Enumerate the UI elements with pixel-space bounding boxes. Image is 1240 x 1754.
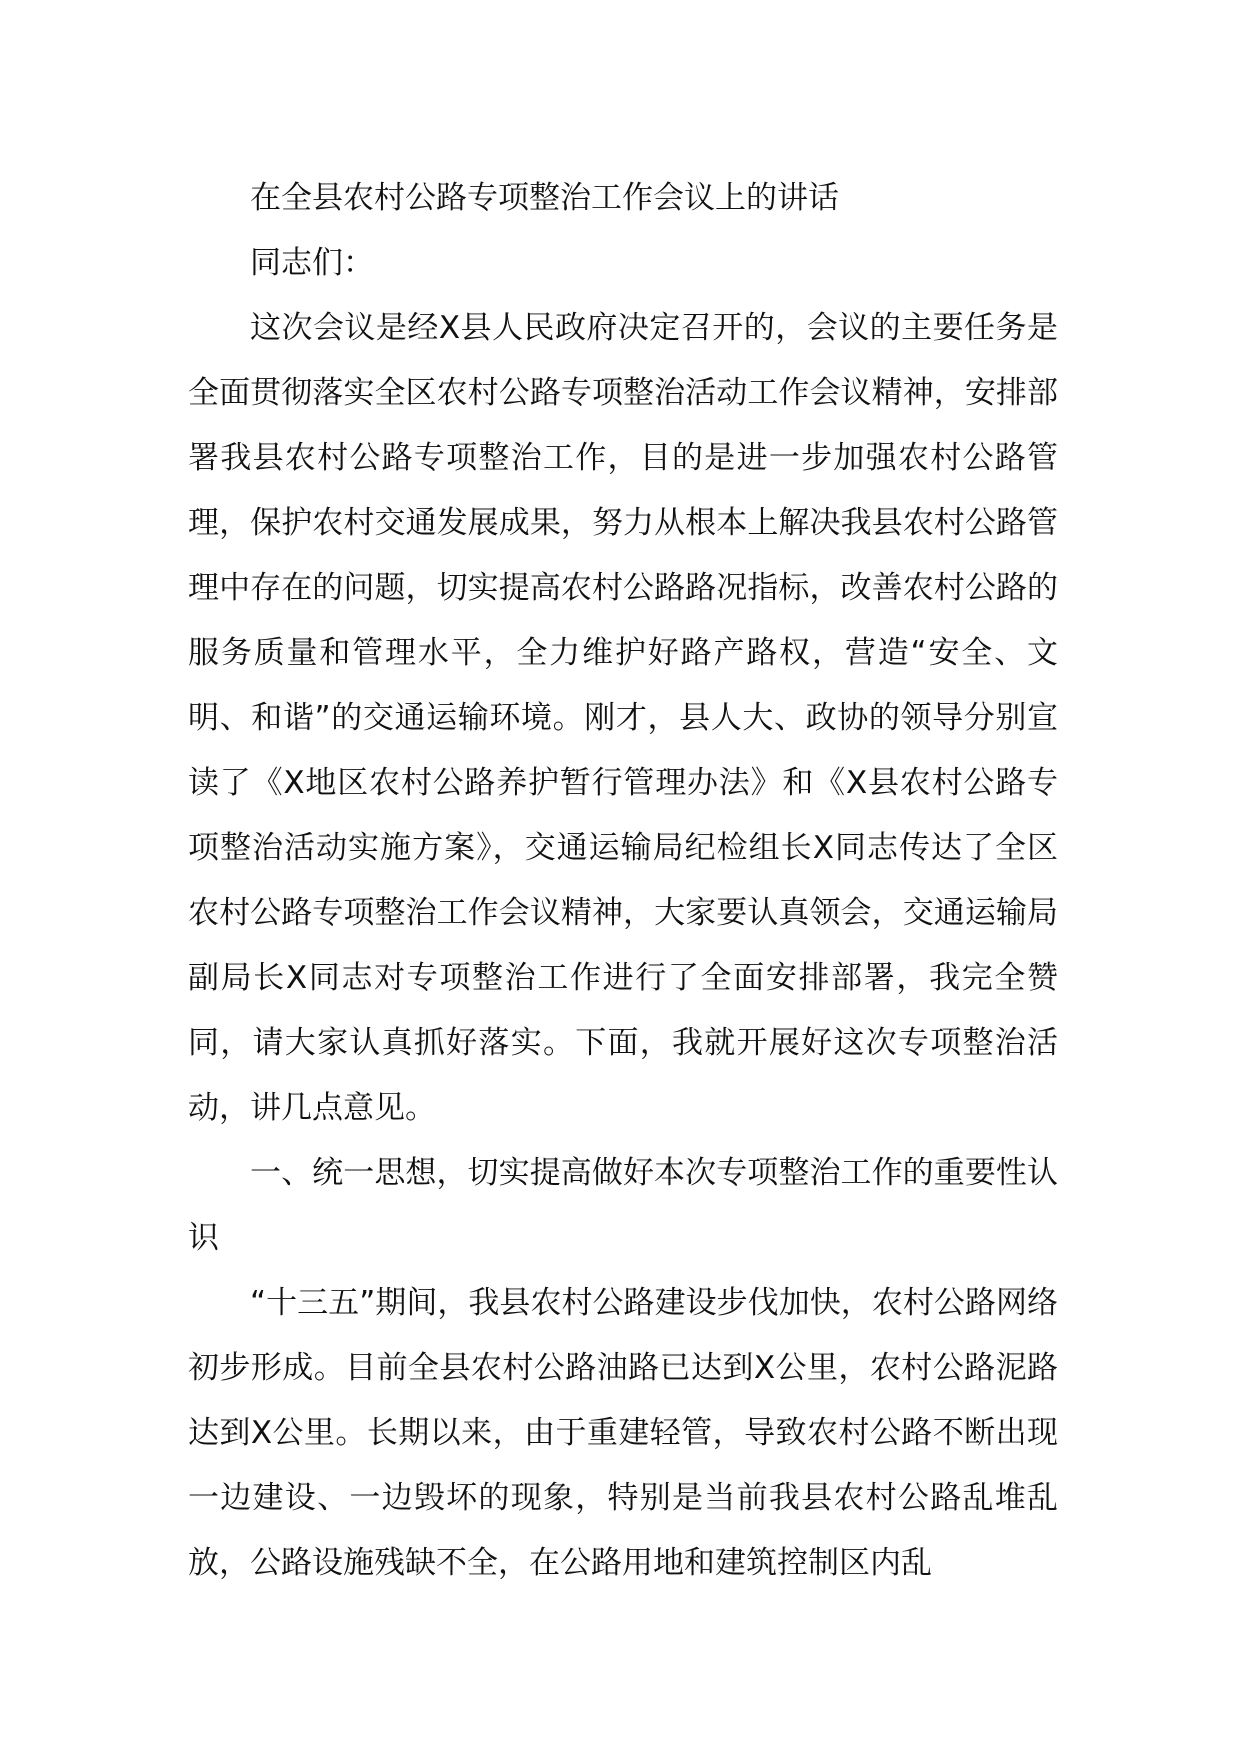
- document-body: [188, 166, 1058, 1596]
- section-heading-1: 一、统一思想，切实提高做好本次专项整治工作的重要性认识: [188, 1155, 1058, 1256]
- salutation: 同志们：: [250, 245, 374, 281]
- paragraph-section-1: “十三五”期间，我县农村公路建设步伐加快，农村公路网络初步形成。目前全县农村公路油路已达到X公里，农村公路泥路达到X公里。长期以来，由于重建轻管，导致农村公路不断出现一边建设、一边毁坏的现象，特别是当前我县农村公路乱堆乱放，公路设施残缺不全，在公路用地和建筑控制区内乱: [188, 1285, 1058, 1581]
- paragraph-intro: 这次会议是经X县人民政府决定召开的，会议的主要任务是全面贯彻落实全区农村公路专项整治活动工作会议精神，安排部署我县农村公路专项整治工作，目的是进一步加强农村公路管理，保护农村交通发展成果，努力从根本上解决我县农村公路管理中存在的问题，切实提高农村公路路况指标，改善农村公路的服务质量和管理水平，全力维护好路产路权，营造“安全、文明、和谐”的交通运输环境。刚才，县人大、政协的领导分别宣读了《X地区农村公路养护暂行管理办法》和《X县农村公路专项整治活动实施方案》，交通运输局纪检组长X同志传达了全区农村公路专项整治工作会议精神，大家要认真领会，交通运输局副局长X同志对专项整治工作进行了全面安排部署，我完全赞同，请大家认真抓好落实。下面，我就开展好这次专项整治活动，讲几点意见。: [188, 310, 1058, 1126]
- document-title: 在全县农村公路专项整治工作会议上的讲话: [250, 180, 839, 216]
